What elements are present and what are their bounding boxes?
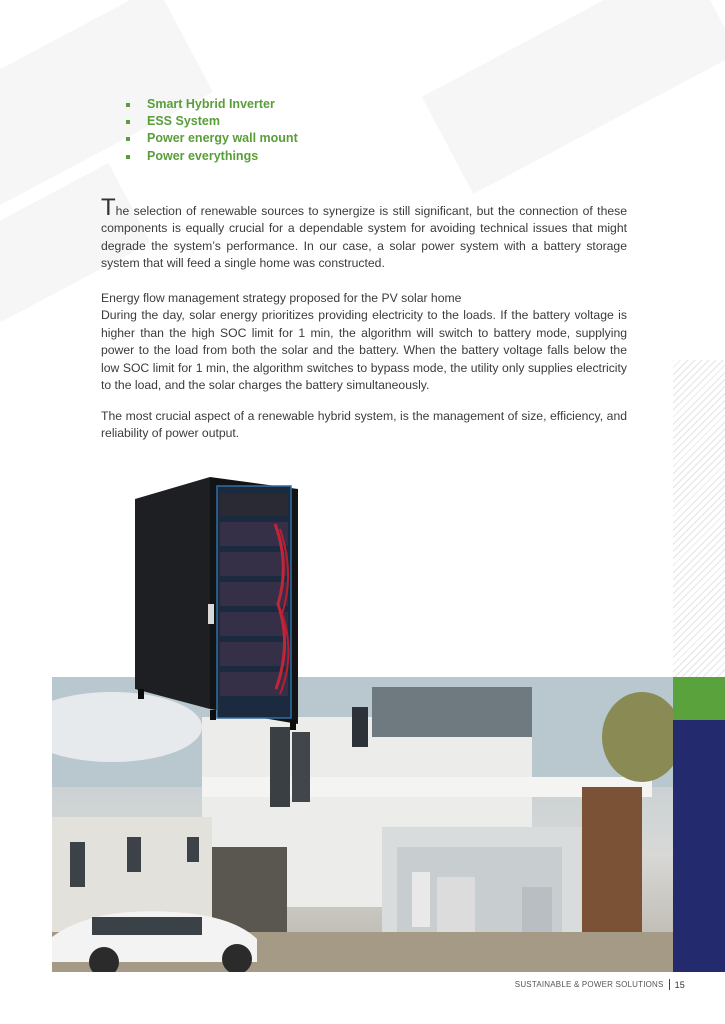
- closing-paragraph: The most crucial aspect of a renewable hybrid system, is the management of size, efficiency, and reliability of power output.: [101, 409, 627, 441]
- feature-item: ESS System: [124, 113, 298, 130]
- bullet-icon: [126, 155, 130, 159]
- page-number: 15: [674, 979, 685, 990]
- page-footer: [515, 979, 685, 990]
- feature-list: [124, 96, 298, 165]
- bullet-icon: [126, 103, 130, 107]
- feature-item: Power everythings: [124, 148, 298, 165]
- feature-item: Smart Hybrid Inverter: [124, 96, 298, 113]
- accent-bar-navy: [673, 720, 725, 972]
- hatch-pattern: [673, 360, 725, 680]
- bullet-icon: [126, 137, 130, 141]
- cabinet-illustration: [130, 474, 300, 744]
- footer-label: SUSTAINABLE & POWER SOLUTIONS: [514, 980, 664, 989]
- feature-item: Power energy wall mount: [124, 130, 298, 147]
- battery-cabinet: [130, 474, 300, 744]
- background-shape: [422, 0, 725, 194]
- bullet-icon: [126, 120, 130, 124]
- accent-bar-green: [673, 677, 725, 720]
- footer-separator: [669, 979, 670, 990]
- drop-cap: T: [101, 194, 116, 221]
- strategy-paragraph: Energy flow management strategy proposed for the PV solar home During the day, solar energy prioritizes providing electricity to the loads. If the battery voltage is higher than the high SOC limit for 1 min, the algorithm will switch to battery mode, supplying power to the load from both the solar and the battery. When the battery voltage falls below the low SOC limit for 1 min, the algorithm switches to bypass mode, the utility only supplies electricity to the load, and the solar charges the battery simultaneously.: [101, 291, 627, 393]
- intro-paragraph: The selection of renewable sources to synergize is still significant, but the connection of these components is equally crucial for a dependable system for avoiding technical issues that might degrade the system’s performance. In our case, a solar power system with a battery storage system that will feed a single home was constructed.: [101, 194, 627, 271]
- strategy-heading: Energy flow management strategy proposed for the PV solar home: [101, 291, 462, 305]
